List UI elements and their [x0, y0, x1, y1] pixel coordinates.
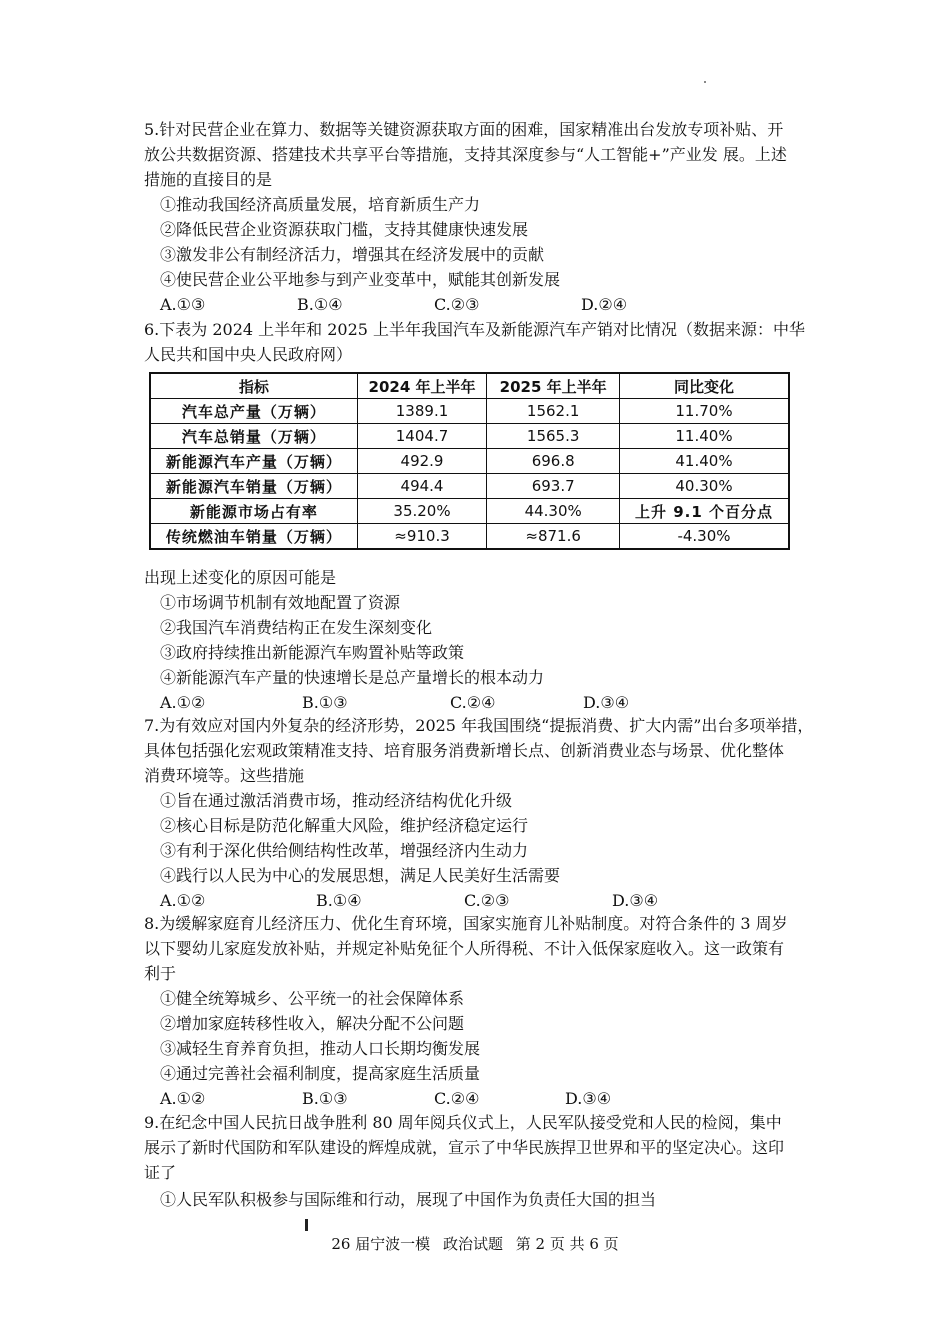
table-cell: 11.40%: [619, 424, 789, 449]
statement-option: ①旨在通过激活消费市场，推动经济结构优化升级: [160, 791, 513, 810]
table-cell: 1565.3: [487, 424, 620, 449]
statement-option: ①市场调节机制有效地配置了资源: [160, 593, 401, 612]
table-cell: 40.30%: [619, 474, 789, 499]
table-header-row: [150, 373, 789, 399]
table-cell: 494.4: [357, 474, 487, 499]
scan-speck: [704, 81, 706, 83]
question-9: [144, 1110, 812, 1212]
question-text-line: 利于: [144, 964, 177, 983]
exam-title: 26 届宁波一模: [331, 1235, 431, 1253]
page-number: 第 2 页 共 6 页: [515, 1235, 619, 1253]
table-header: 同比变化: [619, 373, 789, 399]
question-text-line: 具体包括强化宏观政策精准支持、培育服务消费新增长点、创新消费业态与场景、优化整体: [144, 741, 785, 760]
question-7: [144, 713, 812, 913]
table-row: [150, 399, 789, 424]
choice-a: A.①②: [160, 891, 206, 910]
table-cell: 新能源汽车销量（万辆）: [150, 474, 357, 499]
statement-option: ③减轻生育养育负担，推动人口长期均衡发展: [160, 1039, 481, 1058]
statement-option: ④使民营企业公平地参与到产业变革中，赋能其创新发展: [160, 270, 561, 289]
table-cell: 44.30%: [487, 499, 620, 524]
question-text-line: 消费环境等。这些措施: [144, 766, 305, 785]
table-cell: -4.30%: [619, 524, 789, 550]
page-footer: [0, 1233, 950, 1254]
statement-option: ①健全统筹城乡、公平统一的社会保障体系: [160, 989, 465, 1008]
question-text-line: 出现上述变化的原因可能是: [144, 568, 337, 587]
choice-c: C.②④: [434, 1089, 480, 1108]
statement-option: ①推动我国经济高质量发展，培育新质生产力: [160, 195, 481, 214]
statement-option: ④新能源汽车产量的快速增长是总产量增长的根本动力: [160, 668, 545, 687]
table-cell: ≈871.6: [487, 524, 620, 550]
question-text-line: 5.针对民营企业在算力、数据等关键资源获取方面的困难，国家精准出台发放专项补贴、开: [144, 120, 784, 139]
table-cell: 上升 9.1 个百分点: [619, 499, 789, 524]
table-cell: 693.7: [487, 474, 620, 499]
choice-d: D.②④: [581, 295, 628, 314]
table-cell: 汽车总产量（万辆）: [150, 399, 357, 424]
statement-option: ④通过完善社会福利制度，提高家庭生活质量: [160, 1064, 481, 1083]
table-row: [150, 449, 789, 474]
car-sales-table: [149, 372, 790, 550]
statement-option: ②我国汽车消费结构正在发生深刻变化: [160, 618, 433, 637]
statement-option: ③激发非公有制经济活力，增强其在经济发展中的贡献: [160, 245, 545, 264]
choice-b: B.①④: [297, 295, 343, 314]
statement-option: ③政府持续推出新能源汽车购置补贴等政策: [160, 643, 465, 662]
table-cell: 41.40%: [619, 449, 789, 474]
statement-option: ②核心目标是防范化解重大风险，维护经济稳定运行: [160, 816, 529, 835]
table-cell: ≈910.3: [357, 524, 487, 550]
question-text-line: 7.为有效应对国内外复杂的经济形势，2025 年我国围绕“提振消费、扩大内需”出台多项举措，: [144, 716, 814, 735]
answer-choices: [144, 1086, 812, 1111]
table-header: 2025 年上半年: [487, 373, 620, 399]
table-cell: 492.9: [357, 449, 487, 474]
question-5: [144, 117, 812, 317]
table-row: [150, 474, 789, 499]
choice-d: D.③④: [612, 891, 659, 910]
scan-mark: [305, 1219, 308, 1231]
question-text-line: 人民共和国中央人民政府网）: [144, 345, 353, 364]
table-row: [150, 424, 789, 449]
question-8: [144, 911, 812, 1111]
table-cell: 35.20%: [357, 499, 487, 524]
choice-c: C.②③: [464, 891, 510, 910]
question-text-line: 8.为缓解家庭育儿经济压力、优化生育环境，国家实施育儿补贴制度。对符合条件的 3 周岁: [144, 914, 788, 933]
question-text-line: 6.下表为 2024 上半年和 2025 上半年我国汽车及新能源汽车产销对比情况（数据来源：中华: [144, 320, 806, 339]
answer-choices: [144, 292, 812, 317]
statement-option: ②增加家庭转移性收入，解决分配不公问题: [160, 1014, 465, 1033]
table-cell: 1562.1: [487, 399, 620, 424]
question-text-line: 9.在纪念中国人民抗日战争胜利 80 周年阅兵仪式上，人民军队接受党和人民的检阅，集中: [144, 1113, 782, 1132]
table-cell: 1389.1: [357, 399, 487, 424]
exam-subject: 政治试题: [442, 1235, 503, 1253]
table-cell: 1404.7: [357, 424, 487, 449]
statement-option: ④践行以人民为中心的发展思想，满足人民美好生活需要: [160, 866, 561, 885]
question-6-options: [144, 565, 812, 715]
table-cell: 新能源市场占有率: [150, 499, 357, 524]
statement-option: ③有利于深化供给侧结构性改革，增强经济内生动力: [160, 841, 529, 860]
question-6: [144, 317, 812, 367]
choice-d: D.③④: [583, 693, 630, 712]
table-cell: 11.70%: [619, 399, 789, 424]
choice-c: C.②④: [450, 693, 496, 712]
table-row: [150, 499, 789, 524]
table-header: 2024 年上半年: [357, 373, 487, 399]
question-text-line: 证了: [144, 1163, 177, 1182]
table-cell: 新能源汽车产量（万辆）: [150, 449, 357, 474]
answer-choices: [144, 888, 812, 913]
choice-b: B.①③: [302, 1089, 348, 1108]
choice-c: C.②③: [434, 295, 480, 314]
question-text-line: 以下婴幼儿家庭发放补贴，并规定补贴免征个人所得税、不计入低保家庭收入。这一政策有: [144, 939, 785, 958]
choice-d: D.③④: [565, 1089, 612, 1108]
choice-b: B.①④: [316, 891, 362, 910]
question-text-line: 展示了新时代国防和军队建设的辉煌成就，宣示了中华民族捍卫世界和平的坚定决心。这印: [144, 1138, 785, 1157]
question-text-line: 放公共数据资源、搭建技术共享平台等措施，支持其深度参与“人工智能+”产业发 展。上述: [144, 145, 787, 164]
table-row: [150, 524, 789, 550]
choice-a: A.①②: [160, 1089, 206, 1108]
choice-b: B.①③: [302, 693, 348, 712]
choice-a: A.①③: [160, 295, 206, 314]
table-cell: 696.8: [487, 449, 620, 474]
table-cell: 传统燃油车销量（万辆）: [150, 524, 357, 550]
statement-option: ②降低民营企业资源获取门槛，支持其健康快速发展: [160, 220, 529, 239]
table-header: 指标: [150, 373, 357, 399]
question-text-line: 措施的直接目的是: [144, 170, 273, 189]
choice-a: A.①②: [160, 693, 206, 712]
answer-choices: [144, 690, 812, 715]
table-cell: 汽车总销量（万辆）: [150, 424, 357, 449]
statement-option: ①人民军队积极参与国际维和行动，展现了中国作为负责任大国的担当: [160, 1190, 657, 1209]
